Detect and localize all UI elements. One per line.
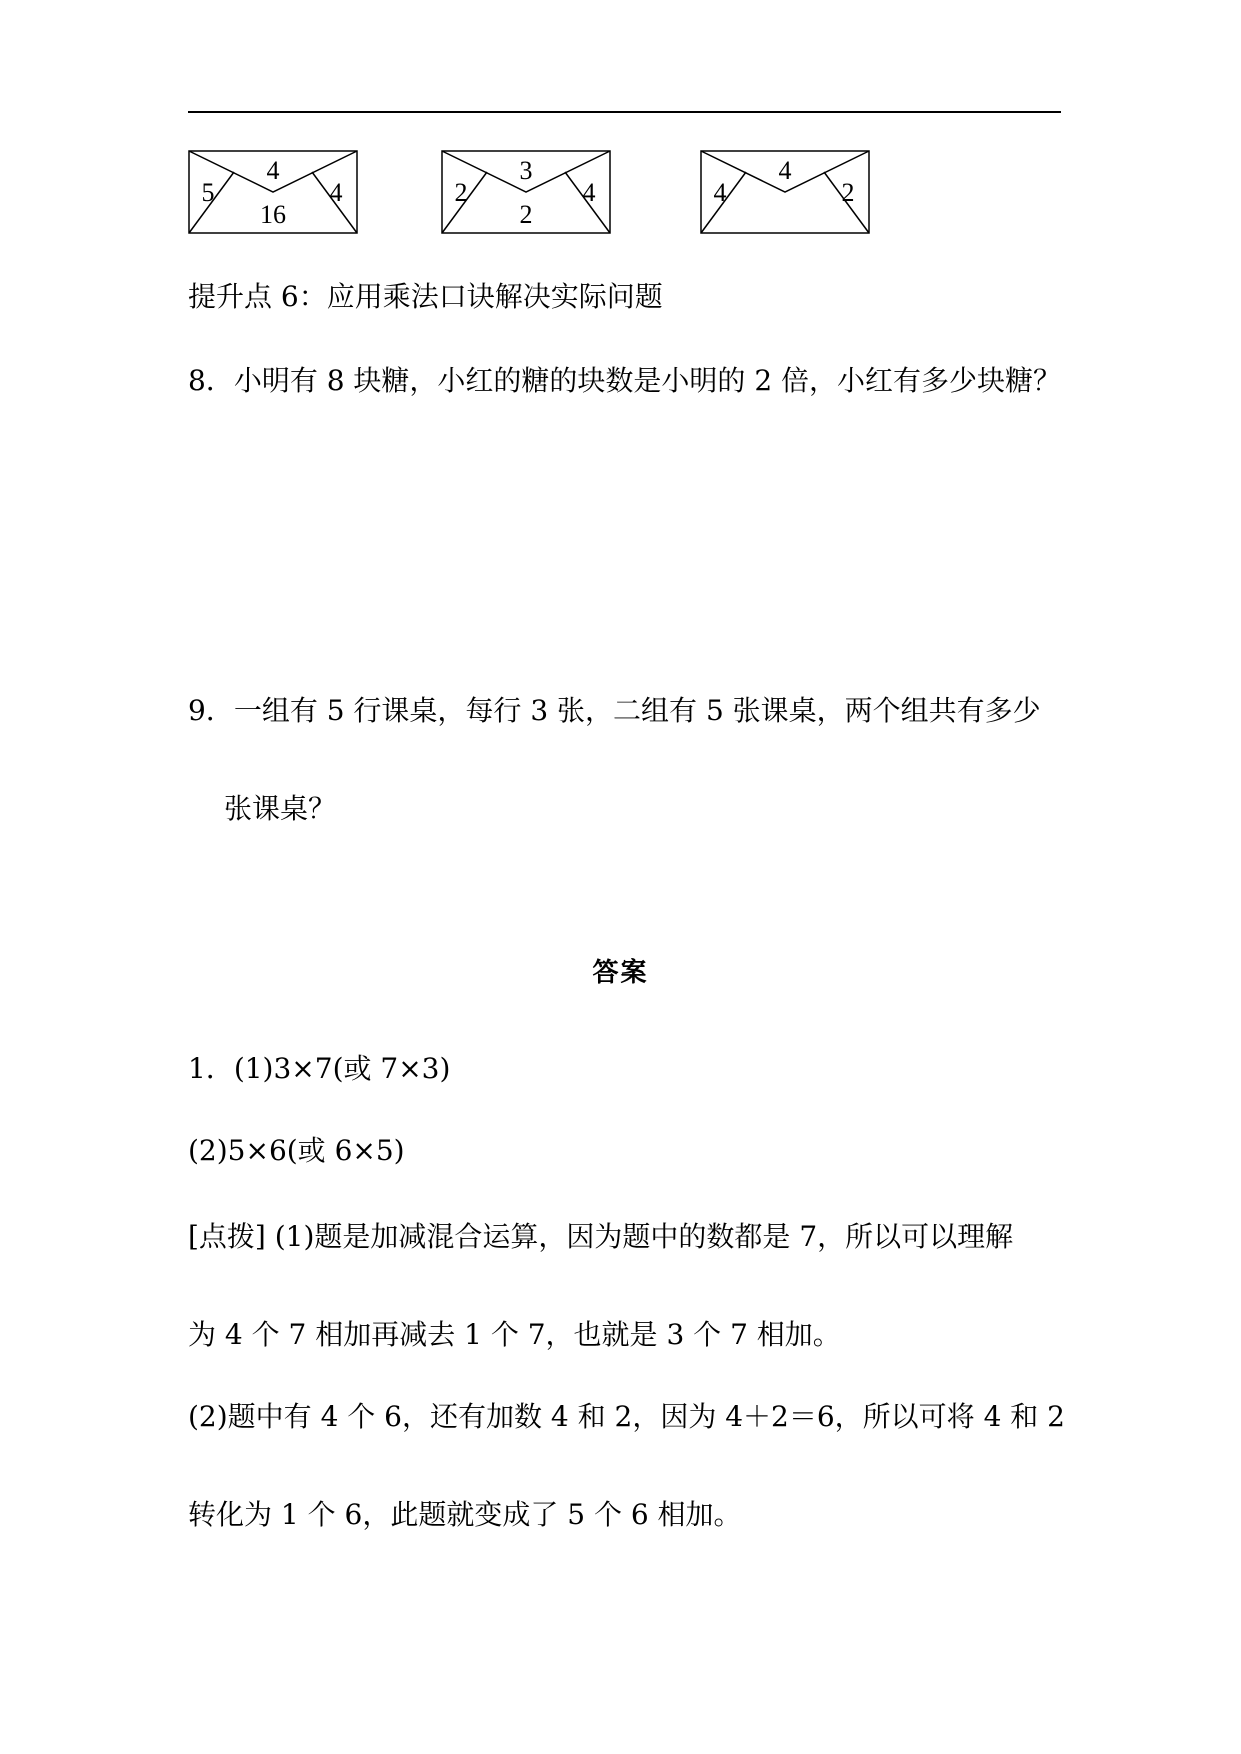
answer-1-part-1: 1．(1)3×7(或 7×3) (188, 1052, 451, 1085)
envelope-top-number: 4 (266, 156, 280, 185)
envelope-puzzle-3 (700, 150, 870, 234)
envelope-right-number: 4 (329, 178, 343, 207)
envelope-bottom-number: 2 (519, 200, 533, 229)
envelope-puzzle-2 (441, 150, 611, 234)
envelope-top-number: 4 (778, 156, 792, 185)
question-8: 8．小明有 8 块糖，小红的糖的块数是小明的 2 倍，小红有多少块糖？ (188, 364, 1062, 397)
envelope-left-number: 5 (201, 178, 215, 207)
hint-line-4: 转化为 1 个 6，此题就变成了 5 个 6 相加。 (188, 1498, 742, 1531)
envelope-left-number: 2 (454, 178, 468, 207)
answer-1-part-2: (2)5×6(或 6×5) (188, 1134, 405, 1167)
envelope-left-number: 4 (713, 178, 727, 207)
hint-line-3: (2)题中有 4 个 6，还有加数 4 和 2，因为 4＋2＝6，所以可将 4 和 2 (188, 1400, 1065, 1433)
question-9-line-2: 张课桌？ (224, 792, 337, 825)
answers-title: 答案 (592, 958, 649, 988)
envelope-bottom-number: 16 (260, 200, 286, 229)
top-rule (188, 111, 1061, 113)
envelope-right-number: 4 (582, 178, 596, 207)
hint-line-1: [点拨] (1)题是加减混合运算，因为题中的数都是 7，所以可以理解 (188, 1220, 1014, 1253)
envelope-right-number: 2 (841, 178, 855, 207)
question-9-line-1: 9．一组有 5 行课桌，每行 3 张，二组有 5 张课桌，两个组共有多少 (188, 694, 1041, 727)
envelope-top-number: 3 (519, 156, 533, 185)
section-heading: 提升点 6：应用乘法口诀解决实际问题 (188, 280, 663, 313)
envelope-puzzle-1 (188, 150, 358, 234)
hint-line-2: 为 4 个 7 相加再减去 1 个 7，也就是 3 个 7 相加。 (188, 1318, 841, 1351)
